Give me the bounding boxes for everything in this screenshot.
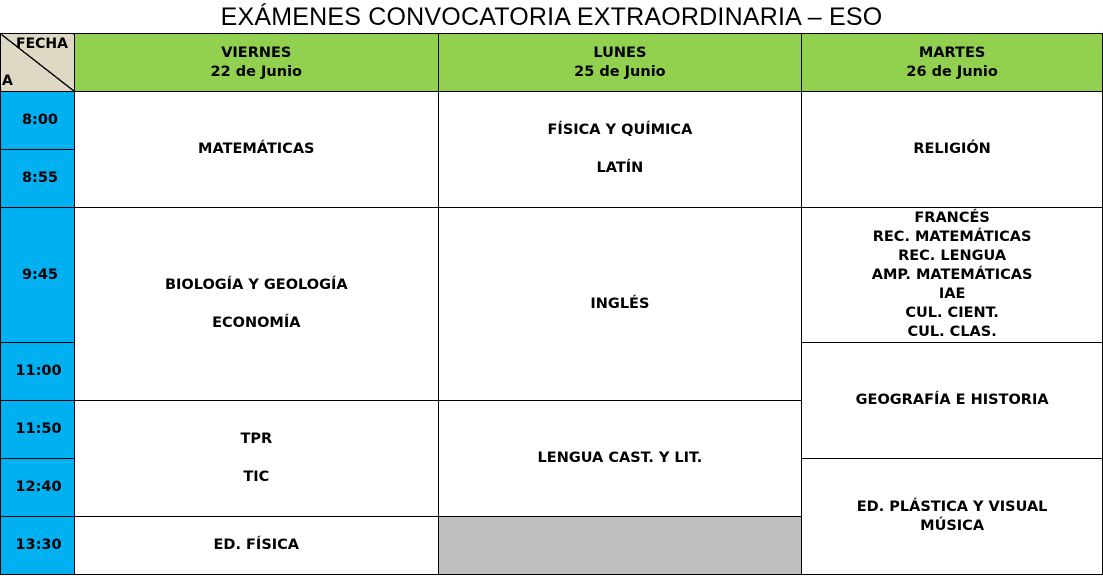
exam-subject: INGLÉS	[590, 295, 650, 312]
exam-subject: MÚSICA	[920, 517, 985, 534]
time-cell	[1, 150, 75, 208]
time-cell	[1, 401, 75, 459]
exam-cell-lunes-3	[438, 401, 802, 517]
time-cell	[1, 343, 75, 401]
exam-schedule-table	[0, 33, 1103, 575]
exam-subject: IAE	[938, 285, 966, 302]
day-date: 26 de Junio	[906, 63, 998, 80]
exam-cell-martes-3	[802, 343, 1103, 459]
day-date: 25 de Junio	[574, 63, 666, 80]
exam-subject: AMP. MATEMÁTICAS	[871, 266, 1033, 283]
exam-subject: LENGUA CAST. Y LIT.	[537, 450, 703, 466]
time-label: 11:50	[15, 421, 62, 437]
exam-subject: REC. MATEMÁTICAS	[872, 228, 1032, 245]
exam-subject: TIC	[243, 469, 270, 485]
exam-subject: LATÍN	[596, 160, 644, 176]
day-header-lunes	[438, 34, 802, 92]
day-header-viernes	[74, 34, 438, 92]
exam-subject: FRANCÉS	[914, 209, 990, 226]
corner-header	[1, 34, 75, 92]
exam-cell-viernes-4	[74, 517, 438, 575]
time-label: 13:30	[15, 537, 62, 553]
exam-subject: MATEMÁTICAS	[198, 141, 315, 157]
time-cell	[1, 92, 75, 150]
day-date: 22 de Junio	[210, 63, 303, 80]
day-name: MARTES	[918, 44, 986, 61]
time-label: 9:45	[21, 266, 59, 283]
page-title: EXÁMENES CONVOCATORIA EXTRAORDINARIA – ESO	[220, 3, 883, 31]
time-cell	[1, 517, 75, 575]
time-label: 12:40	[15, 479, 62, 495]
exam-cell-martes-2	[802, 208, 1103, 343]
exam-subject: ECONOMÍA	[212, 314, 301, 331]
exam-cell-lunes-1	[438, 92, 802, 208]
day-header-martes	[802, 34, 1103, 92]
exam-cell-viernes-2	[74, 208, 438, 401]
time-label: 8:55	[21, 170, 59, 186]
exam-cell-lunes-2	[438, 208, 802, 401]
exam-subject: BIOLOGÍA Y GEOLOGÍA	[164, 276, 348, 293]
time-label: 8:00	[21, 112, 59, 128]
exam-cell-martes-4	[802, 459, 1103, 575]
exam-subject: CUL. CLAS.	[907, 323, 997, 340]
corner-fecha-label: FECHA	[16, 36, 68, 52]
exam-cell-viernes-3	[74, 401, 438, 517]
exam-subject: CUL. CIENT.	[905, 304, 999, 321]
exam-subject: REC. LENGUA	[898, 247, 1007, 264]
exam-subject: ED. PLÁSTICA Y VISUAL	[856, 498, 1048, 515]
exam-subject: GEOGRAFÍA E HISTORIA	[855, 392, 1049, 408]
time-cell	[1, 208, 75, 343]
time-label: 11:00	[15, 363, 62, 379]
exam-cell-martes-1	[802, 92, 1103, 208]
time-cell	[1, 459, 75, 517]
corner-hora-label: A	[2, 73, 13, 89]
exam-subject: TPR	[240, 431, 273, 447]
day-name: VIERNES	[221, 44, 292, 61]
exam-subject: FÍSICA Y QUÍMICA	[547, 122, 693, 138]
exam-subject: ED. FÍSICA	[213, 537, 300, 553]
exam-subject: RELIGIÓN	[913, 141, 991, 157]
day-name: LUNES	[593, 44, 647, 61]
empty-cell-lunes	[438, 517, 802, 575]
exam-cell-viernes-1	[74, 92, 438, 208]
